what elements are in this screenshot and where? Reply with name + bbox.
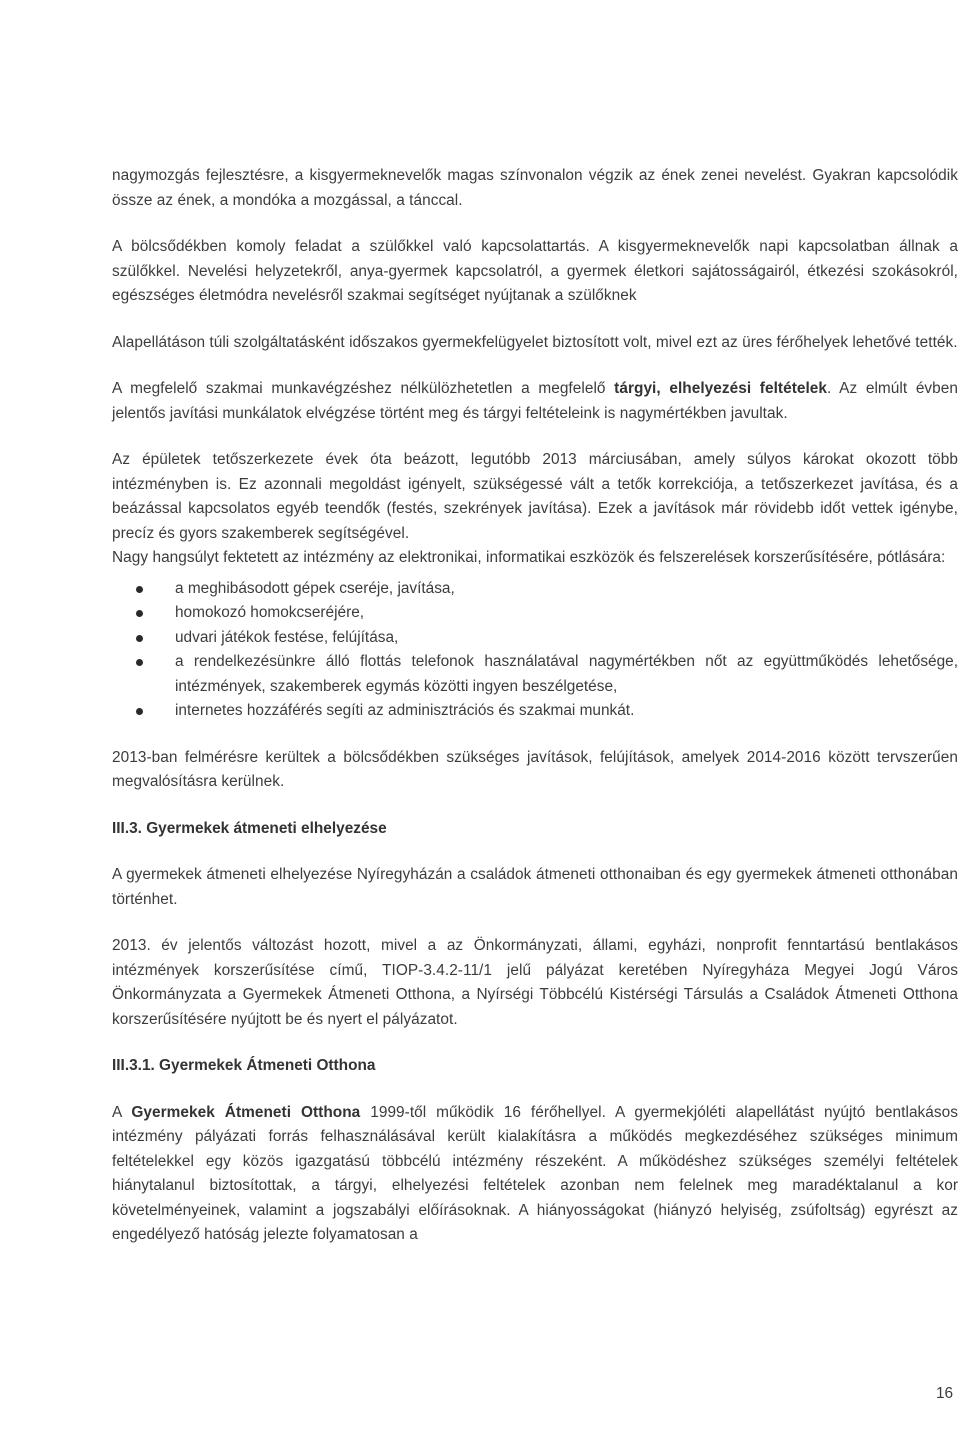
bullet-dot-icon [136, 659, 143, 666]
paragraph-material-conditions [112, 377, 958, 426]
list-item [112, 601, 958, 626]
text-span: A megfelelő szakmai munkavégzéshez nélkülözhetetlen a megfelelő [112, 380, 615, 397]
list-item-text: internetes hozzáférés segíti az adminisztrációs és szakmai munkát. [175, 702, 635, 719]
text-span: 1999-től működik 16 férőhellyel. A gyermekjóléti alapellátást nyújtó bentlakásos intézmény pályázati forrás felhasználásával került kialakításra a működés megkezdéséhez szükséges minimum feltételekkel egy közös igazgatású többcélú intézmény részeként. A működéshez szükséges személyi feltételek hiánytalanul biztosítottak, a tárgyi, elhelyezési feltételek azonban nem felelnek meg maradéktalanul a kor követelményeinek, valamint a jogszabályi előírásoknak. A hiányosságokat (hiányzó helyiség, zsúfoltság) egyrészt az engedélyező hatóság jelezte folyamatosan a [112, 1103, 959, 1243]
list-item-text: homokozó homokcseréjére, [175, 604, 365, 621]
list-item [112, 577, 958, 602]
paragraph-survey-2013: 2013-ban felmérésre kerültek a bölcsődékben szükséges javítások, felújítások, amelyek 2014-2016 között tervszerűen megvalósításra kerülnek. [112, 748, 958, 790]
section-heading-temporary-placement: III.3. Gyermekek átmeneti elhelyezése [112, 819, 387, 837]
list-item-text: a rendelkezésünkre álló flottás telefonok használatával nagymértékben nőt az együttműködés lehetősége, intézmények, szakemberek egymás közötti ingyen beszélgetése, [175, 653, 958, 695]
bullet-dot-icon [136, 610, 143, 617]
bullet-list [112, 577, 958, 724]
bold-text: Gyermekek Átmeneti Otthona [131, 1103, 361, 1121]
text-span: . Az elmúlt évben jelentős javítási munkálatok elvégzése történt meg és tárgyi feltételeink is nagymértékben javultak. [112, 380, 958, 422]
bullet-dot-icon [136, 635, 143, 642]
paragraph-placement-intro: A gyermekek átmeneti elhelyezése Nyíregyházán a családok átmeneti otthonaiban és egy gyermekek átmeneti otthonában történhet. [112, 866, 958, 908]
list-item-text: udvari játékok festése, felújítása, [175, 628, 399, 646]
bullet-dot-icon [136, 708, 143, 715]
paragraph-roof-repairs: Az épületek tetőszerkezete évek óta beázott, legutóbb 2013 márciusában, amely súlyos károkat okozott több intézményben is. Ez azonnali megoldást igényelt, szükségessé vált a tetők korrekciója, a tetőszerkezet javítása, és a beázással kapcsolatos egyéb teendők (festés, szekrények javítása). Ezek a javítások már rövidebb időt vettek igénybe, precíz és gyors szakemberek segítségével. [112, 451, 958, 542]
paragraph-parent-contact: A bölcsődékben komoly feladat a szülőkkel való kapcsolattartás. A kisgyermeknevelők napi kapcsolatban állnak a szülőkkel. Nevelési helyzetekről, anya-gyermek kapcsolatról, a gyermek életkori sajátosságairól, étkezési szokásokról, egészséges életmódra nevelésről szakmai segítséget nyújtanak a szülőknek [112, 238, 958, 304]
paragraph-tiop-tender: 2013. év jelentős változást hozott, mivel a az Önkormányzati, állami, egyházi, nonprofit fenntartású bentlakásos intézmények korszerűsítése című, TIOP-3.4.2-11/1 jelű pályázat keretében Nyíregyháza Megyei Jogú Város Önkormányzata a Gyermekek Átmeneti Otthona, a Nyírségi Többcélú Kistérségi Társulás a Családok Átmeneti Otthona korszerűsítésére nyújtott be és nyert el pályázatot. [112, 937, 958, 1028]
document-page [112, 164, 958, 1270]
list-item [112, 626, 958, 651]
bullet-dot-icon [136, 586, 143, 593]
paragraph-electronics: Nagy hangsúlyt fektetett az intézmény az elektronikai, informatikai eszközök és felszerelések korszerűsítésére, pótlására: [112, 549, 946, 566]
list-item-text: a meghibásodott gépek cseréje, javítása, [175, 579, 455, 597]
paragraph-childrens-home [112, 1101, 958, 1248]
text-span: A [112, 1103, 132, 1121]
subsection-heading-childrens-home: III.3.1. Gyermekek Átmeneti Otthona [112, 1057, 376, 1074]
list-item [112, 699, 958, 724]
bold-text: tárgyi, elhelyezési feltételek [614, 380, 828, 397]
page-number: 16 [936, 1385, 954, 1402]
paragraph-singing-movement: nagymozgás fejlesztésre, a kisgyermeknevelők magas színvonalon végzik az ének zenei nevelést. Gyakran kapcsolódik össze az ének, a mondóka a mozgással, a tánccal. [112, 167, 958, 209]
paragraph-child-supervision: Alapellátáson túli szolgáltatásként időszakos gyermekfelügyelet biztosított volt, mivel ezt az üres férőhelyek lehetővé tették. [112, 333, 958, 351]
list-item [112, 650, 958, 699]
